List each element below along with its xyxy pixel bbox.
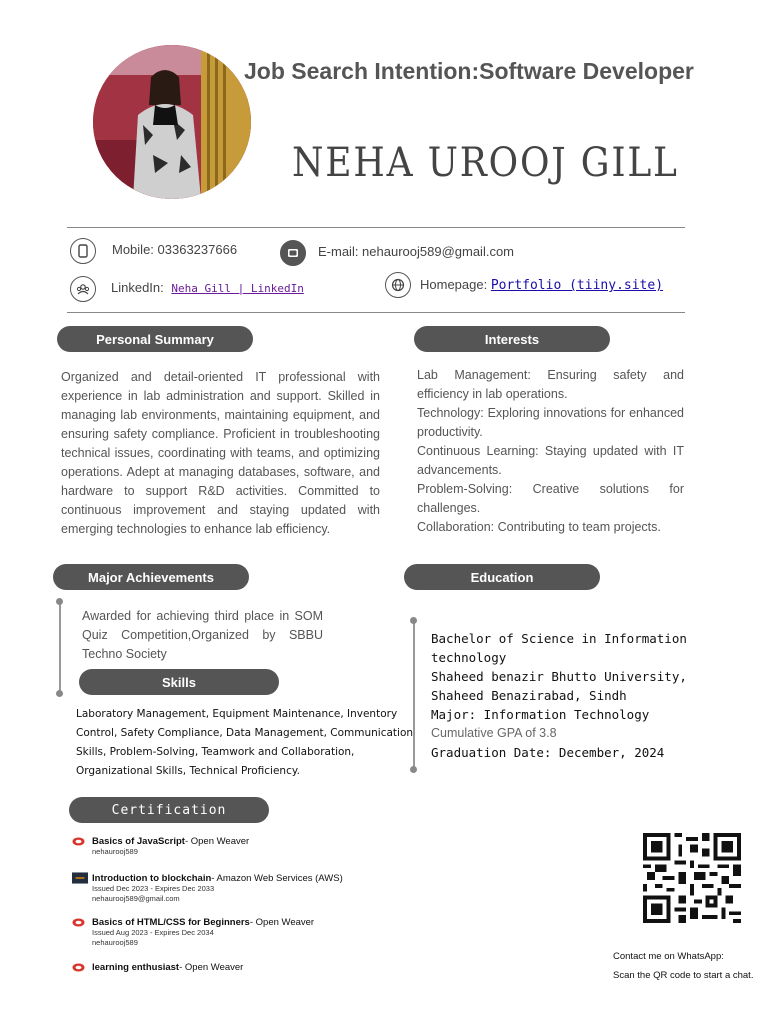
certification-title: Basics of HTML/CSS for Beginners [92, 917, 250, 928]
gpa: Cumulative GPA of 3.8 [431, 726, 557, 740]
certification-dates: Issued Dec 2023 - Expires Dec 2033 [92, 884, 215, 893]
interest-item: Technology: Exploring innovations for enhanced productivity. [417, 406, 684, 439]
globe-icon [385, 272, 411, 298]
qr-caption-instruction: Scan the QR code to start a chat. [613, 970, 754, 981]
divider [67, 312, 685, 313]
timeline-dot [56, 598, 63, 605]
degree: Bachelor of Science in Information technology [431, 631, 687, 665]
certification-title: Basics of JavaScript [92, 836, 185, 847]
timeline-line [59, 601, 61, 694]
interest-item: Collaboration: Contributing to team projects. [417, 520, 661, 534]
certification-issuer: - Open Weaver [184, 836, 250, 847]
skills-heading: Skills [79, 669, 279, 695]
mobile-number: Mobile: 03363237666 [112, 242, 238, 257]
certification-issuer: - Open Weaver [179, 962, 244, 973]
interest-item: Problem-Solving: Creative solutions for challenges. [417, 482, 684, 515]
candidate-name: NEHA UROOJ GILL [292, 140, 679, 186]
profile-photo [93, 45, 251, 199]
divider [67, 227, 685, 228]
certification-account: nehaurooj589 [92, 847, 138, 856]
open-weaver-icon [72, 837, 85, 846]
email-icon [280, 240, 306, 266]
major-achievements-heading: Major Achievements [53, 564, 249, 590]
timeline-dot [410, 617, 417, 624]
summary-text: Organized and detail-oriented IT professional with experience in lab administration and support. Skilled in managing lab environments, maintaining equipment, and ensuring safety compliance. Proficient in troubleshooting technical issues, coordinating with teams, and optimizing operations. Adept at managing databases, software, and hardware to support R&D activities. Committed to continuous improvement and staying updated with emerging technologies to enhance lab efficiency. [61, 370, 380, 536]
certification-item [72, 917, 382, 948]
homepage-row [420, 277, 663, 293]
university: Shaheed benazir Bhutto University, Shaheed Benazirabad, Sindh [431, 669, 687, 703]
graduation-date: Graduation Date: December, 2024 [431, 745, 665, 760]
open-weaver-icon [72, 918, 85, 927]
phone-icon [70, 238, 96, 264]
education-heading: Education [404, 564, 600, 590]
people-icon [70, 276, 96, 302]
aws-icon [72, 872, 88, 884]
homepage-link[interactable]: Portfolio (tiiny.site) [490, 278, 664, 293]
interests-list [417, 366, 684, 537]
personal-summary-heading: Personal Summary [57, 326, 253, 352]
certification-account: nehaurooj589 [92, 938, 138, 947]
open-weaver-icon [72, 963, 85, 972]
timeline-dot [56, 690, 63, 697]
major: Major: Information Technology [431, 707, 650, 722]
education-details [431, 629, 721, 762]
qr-caption-title: Contact me on WhatsApp: [613, 951, 724, 962]
skills-text: Laboratory Management, Equipment Maintenance, Inventory Control, Safety Compliance, Data Management, Communication Skills, Problem-Solving, Teamwork and Collaboration, Organizational Skills, Technical Proficiency. [76, 708, 414, 777]
whatsapp-qr-code[interactable] [643, 833, 741, 923]
interest-item: Continuous Learning: Staying updated with IT advancements. [417, 444, 684, 477]
interest-item: Lab Management: Ensuring safety and efficiency in lab operations. [417, 368, 684, 401]
email-address: E-mail: nehaurooj589@gmail.com [318, 244, 515, 259]
certification-item [72, 962, 382, 973]
job-title: Job Search Intention:Software Developer [244, 58, 694, 84]
certification-issuer: - Amazon Web Services (AWS) [211, 872, 343, 884]
linkedin-label: LinkedIn: [111, 280, 164, 295]
certification-title: learning enthusiast [92, 962, 180, 973]
linkedin-row [111, 280, 304, 295]
certification-item [72, 836, 382, 857]
interests-heading: Interests [414, 326, 610, 352]
linkedin-link[interactable]: Neha Gill | LinkedIn [171, 282, 304, 295]
achievement-text: Awarded for achieving third place in SOM Quiz Competition,Organized by SBBU Techno Society [82, 609, 323, 661]
certification-dates: Issued Aug 2023 - Expires Dec 2034 [92, 928, 214, 937]
timeline-dot [410, 766, 417, 773]
certification-account: nehaurooj589@gmail.com [92, 894, 180, 903]
certification-issuer: - Open Weaver [249, 917, 315, 928]
homepage-label: Homepage: [420, 277, 488, 292]
certification-item [72, 872, 382, 904]
certification-heading: Certification [69, 797, 269, 823]
timeline-line [413, 620, 415, 770]
certification-title: Introduction to blockchain [92, 872, 212, 884]
